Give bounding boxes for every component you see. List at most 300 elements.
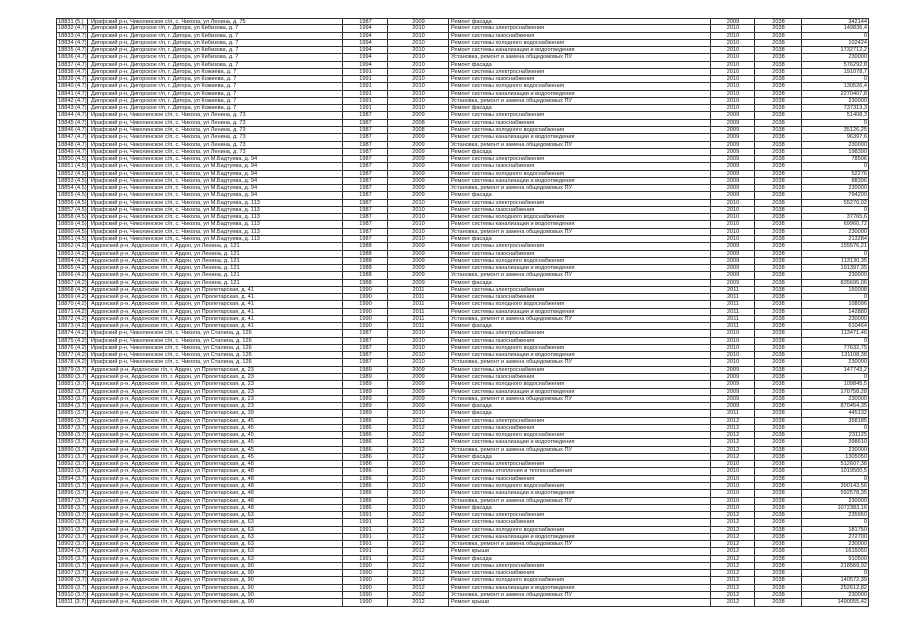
plan-end-year-cell: 2038 xyxy=(754,556,802,562)
work-type-cell: Ремонт системы газоснабжения xyxy=(448,76,710,82)
address-cell: Дигорский р-н, Дигорское г/п, г. Дигора, ул Кибизова, д. 7 xyxy=(91,32,239,39)
table-row xyxy=(56,338,869,345)
plan-start-year-cell: 2009 xyxy=(710,389,755,395)
row-id-cell: 18840 (4.7) xyxy=(58,83,87,90)
row-id-cell: 18875 (4.2) xyxy=(58,337,87,344)
plan-start-year-cell: 2010 xyxy=(710,352,755,358)
cost-amount-cell: 230000 xyxy=(801,142,869,148)
cost-amount-cell: 113130,35 xyxy=(801,258,869,264)
last-repair-year-cell: 2012 xyxy=(387,418,449,424)
plan-end-year-cell: 2038 xyxy=(754,527,802,533)
year-built-cell: 1987 xyxy=(342,171,388,177)
cost-amount-cell: 191397,35 xyxy=(801,265,869,271)
table-row xyxy=(56,476,869,483)
plan-start-year-cell: 2011 xyxy=(710,410,755,416)
row-id-cell: 18837 (4.7) xyxy=(58,61,87,68)
row-id-cell: 18909 (3.7) xyxy=(58,584,87,591)
table-row xyxy=(56,98,869,105)
last-repair-year-cell: 2010 xyxy=(387,505,449,511)
cost-amount-cell: 230000 xyxy=(801,592,869,598)
address-cell: Ардонский р-н, Ардонское г/п, г. Ардон, ул Пролетарская, д. 23 xyxy=(91,395,254,402)
row-id-cell: 18899 (3.7) xyxy=(58,512,87,519)
plan-start-year-cell: 2010 xyxy=(710,91,755,97)
address-cell: Дигорский р-н, Дигорское г/п, г. Дигора, ул Кибизова, д. 7 xyxy=(91,39,239,46)
row-id-cell: 18873 (4.2) xyxy=(58,323,87,330)
table-row xyxy=(56,54,869,61)
plan-end-year-cell: 2038 xyxy=(754,418,802,424)
work-type-cell: Ремонт системы газоснабжения xyxy=(448,251,710,257)
cost-amount-cell: 0 xyxy=(801,207,869,213)
cost-amount-cell: 52276 xyxy=(801,171,869,177)
work-type-cell: Ремонт системы электроснабжения xyxy=(448,461,710,467)
cost-amount-cell: 230000 xyxy=(801,541,869,547)
row-id-cell: 18854 (4.5) xyxy=(58,185,87,192)
last-repair-year-cell: 2012 xyxy=(387,519,449,525)
plan-start-year-cell: 2009 xyxy=(710,403,755,409)
plan-start-year-cell: 2012 xyxy=(710,592,755,598)
plan-end-year-cell: 2038 xyxy=(754,374,802,380)
address-cell: Ардонский р-н, Ардонское г/п, г. Ардон, ул Пролетарская, д. 63 xyxy=(91,533,254,540)
year-built-cell: 1986 xyxy=(342,432,388,438)
row-id-cell: 18871 (4.2) xyxy=(58,308,87,315)
address-cell: Ардонский р-н, Ардонское г/п, г. Ардон, ул Пролетарская, д. 90 xyxy=(91,570,254,577)
plan-start-year-cell: 2012 xyxy=(710,527,755,533)
cost-amount-cell: 835695,06 xyxy=(801,280,869,286)
address-cell: Ардонский р-н, Ардонское г/п, г. Ардон, ул Пролетарская, д. 90 xyxy=(91,591,254,598)
plan-start-year-cell: 2010 xyxy=(710,461,755,467)
plan-start-year-cell: 2010 xyxy=(710,505,755,511)
plan-end-year-cell: 2038 xyxy=(754,25,802,31)
cost-amount-cell: 213284 xyxy=(801,236,869,242)
plan-end-year-cell: 2038 xyxy=(754,439,802,445)
year-built-cell: 1987 xyxy=(342,221,388,227)
year-built-cell: 1994 xyxy=(342,33,388,39)
work-type-cell: Ремонт системы канализации и водоотведения xyxy=(448,585,710,591)
year-built-cell: 1990 xyxy=(342,316,388,322)
table-row xyxy=(56,47,869,54)
row-id-cell: 18902 (3.7) xyxy=(58,533,87,540)
cost-amount-cell: 230000 xyxy=(801,396,869,402)
work-type-cell: Ремонт фасада xyxy=(448,505,710,511)
address-cell: Ардонский р-н, Ардонское г/п, г. Ардон, ул Пролетарская, д. 63 xyxy=(91,548,254,555)
work-type-cell: Ремонт системы канализации и водоотведения xyxy=(448,490,710,496)
table-row xyxy=(56,258,869,265)
work-type-cell: Установка, ремонт и замена общедомовых ПУ xyxy=(448,142,710,148)
last-repair-year-cell: 2012 xyxy=(387,432,449,438)
plan-end-year-cell: 2038 xyxy=(754,345,802,351)
address-cell: Ирафский р-н, Чиколинское с/п, с. Чикола, ул М.Бадтуева, д. 94 xyxy=(91,185,258,192)
cost-amount-cell: 77632,75 xyxy=(801,345,869,351)
plan-start-year-cell: 2012 xyxy=(710,432,755,438)
work-type-cell: Ремонт фасада xyxy=(448,149,710,155)
plan-end-year-cell: 2038 xyxy=(754,512,802,518)
row-id-cell: 18869 (4.2) xyxy=(58,294,87,301)
table-row xyxy=(56,236,869,243)
row-id-cell: 18866 (4.2) xyxy=(58,272,87,279)
cost-amount-cell: 198390 xyxy=(801,149,869,155)
address-cell: Дигорский р-н, Дигорское г/п, г. Дигора, ул Кибизова, д. 7 xyxy=(91,54,239,61)
row-id-cell: 18859 (4.5) xyxy=(58,221,87,228)
address-cell: Ирафский р-н, Чиколинское с/п, с. Чикола, ул Сталина, д. 126 xyxy=(91,330,252,337)
row-id-cell: 18847 (4.7) xyxy=(58,134,87,141)
plan-start-year-cell: 2012 xyxy=(710,570,755,576)
cost-amount-cell: 0 xyxy=(801,33,869,39)
year-built-cell: 1989 xyxy=(342,396,388,402)
row-id-cell: 18861 (4.5) xyxy=(58,235,87,242)
last-repair-year-cell: 2009 xyxy=(387,19,449,24)
address-cell: Ардонский р-н, Ардонское г/п, г. Ардон, ул Ленина, д. 121 xyxy=(91,243,240,250)
year-built-cell: 1991 xyxy=(342,556,388,562)
cost-amount-cell: 51408,3 xyxy=(801,112,869,118)
plan-end-year-cell: 2038 xyxy=(754,548,802,554)
plan-end-year-cell: 2038 xyxy=(754,498,802,504)
last-repair-year-cell: 2012 xyxy=(387,439,449,445)
plan-start-year-cell: 2009 xyxy=(710,134,755,140)
last-repair-year-cell: 2012 xyxy=(387,548,449,554)
year-built-cell: 1987 xyxy=(342,156,388,162)
last-repair-year-cell: 2010 xyxy=(387,236,449,242)
address-cell: Ирафский р-н, Чиколинское с/п, с. Чикола, ул Ленина, д. 73 xyxy=(91,112,246,119)
cost-amount-cell: 113471,46 xyxy=(801,330,869,336)
row-id-cell: 18877 (4.2) xyxy=(58,352,87,359)
table-row xyxy=(56,367,869,374)
work-type-cell: Ремонт системы электроснабжения xyxy=(448,287,710,293)
plan-end-year-cell: 2038 xyxy=(754,33,802,39)
last-repair-year-cell: 2012 xyxy=(387,527,449,533)
last-repair-year-cell: 2010 xyxy=(387,76,449,82)
year-built-cell: 1987 xyxy=(342,112,388,118)
cost-amount-cell: 181750 xyxy=(801,527,869,533)
address-cell: Дигорский р-н, Дигорское г/п, г. Дигора, ул Кожиева, д. 7 xyxy=(91,105,237,112)
work-type-cell: Ремонт системы электроснабжения xyxy=(448,156,710,162)
cost-amount-cell: 88396 xyxy=(801,178,869,184)
work-type-cell: Ремонт системы холодного водоснабжения xyxy=(448,83,710,89)
year-built-cell: 1986 xyxy=(342,454,388,460)
table-row xyxy=(56,178,869,185)
table-row xyxy=(56,389,869,396)
last-repair-year-cell: 2010 xyxy=(387,98,449,104)
year-built-cell: 1994 xyxy=(342,47,388,53)
plan-start-year-cell: 2010 xyxy=(710,105,755,111)
table-row xyxy=(56,410,869,417)
row-id-cell: 18834 (4.7) xyxy=(58,39,87,46)
cost-amount-cell: 218569,92 xyxy=(801,563,869,569)
cost-amount-cell: 342144 xyxy=(801,19,869,24)
cost-amount-cell: 102424 xyxy=(801,40,869,46)
work-type-cell: Ремонт системы холодного водоснабжения xyxy=(448,301,710,307)
plan-end-year-cell: 2038 xyxy=(754,599,802,605)
plan-end-year-cell: 2038 xyxy=(754,134,802,140)
address-cell: Ардонский р-н, Ардонское г/п, г. Ардон, ул Пролетарская, д. 41 xyxy=(91,301,254,308)
address-cell: Ардонский р-н, Ардонское г/п, г. Ардон, ул Пролетарская, д. 23 xyxy=(91,403,254,410)
row-id-cell: 18905 (3.7) xyxy=(58,555,87,562)
row-id-cell: 18857 (4.5) xyxy=(58,206,87,213)
address-cell: Ирафский р-н, Чиколинское с/п, с. Чикола, ул М.Бадтуева, д. 113 xyxy=(91,199,260,206)
table-row xyxy=(56,592,869,599)
year-built-cell: 1986 xyxy=(342,447,388,453)
year-built-cell: 1991 xyxy=(342,91,388,97)
cost-amount-cell: 230000 xyxy=(801,98,869,104)
plan-start-year-cell: 2010 xyxy=(710,468,755,474)
table-row xyxy=(56,374,869,381)
plan-start-year-cell: 2010 xyxy=(710,476,755,482)
row-id-cell: 18901 (3.7) xyxy=(58,526,87,533)
year-built-cell: 1986 xyxy=(342,468,388,474)
address-cell: Ардонский р-н, Ардонское г/п, г. Ардон, ул Пролетарская, д. 45 xyxy=(91,424,254,431)
row-id-cell: 18879 (3.7) xyxy=(58,366,87,373)
plan-start-year-cell: 2009 xyxy=(710,251,755,257)
last-repair-year-cell: 2010 xyxy=(387,54,449,60)
year-built-cell: 1987 xyxy=(342,142,388,148)
cost-amount-cell: 149836,4 xyxy=(801,25,869,31)
table-row xyxy=(56,345,869,352)
table-row xyxy=(56,447,869,454)
year-built-cell: 1987 xyxy=(342,120,388,126)
row-id-cell: 18832 (4.7) xyxy=(58,25,87,32)
plan-start-year-cell: 2009 xyxy=(710,127,755,133)
cost-amount-cell: 235950 xyxy=(801,512,869,518)
work-type-cell: Ремонт системы газоснабжения xyxy=(448,207,710,213)
last-repair-year-cell: 2009 xyxy=(387,367,449,373)
work-type-cell: Ремонт системы холодного водоснабжения xyxy=(448,258,710,264)
plan-end-year-cell: 2038 xyxy=(754,447,802,453)
work-type-cell: Ремонт системы электроснабжения xyxy=(448,367,710,373)
plan-start-year-cell: 2009 xyxy=(710,112,755,118)
work-type-cell: Установка, ремонт и замена общедомовых ПУ xyxy=(448,98,710,104)
work-type-cell: Ремонт системы газоснабжения xyxy=(448,570,710,576)
plan-end-year-cell: 2038 xyxy=(754,280,802,286)
cost-amount-cell: 147743,2 xyxy=(801,367,869,373)
table-row xyxy=(56,432,869,439)
year-built-cell: 1990 xyxy=(342,294,388,300)
plan-end-year-cell: 2038 xyxy=(754,149,802,155)
work-type-cell: Ремонт системы электроснабжения xyxy=(448,69,710,75)
plan-start-year-cell: 2010 xyxy=(710,214,755,220)
plan-start-year-cell: 2010 xyxy=(710,98,755,104)
address-cell: Ардонский р-н, Ардонское г/п, г. Ардон, ул Ленина, д. 121 xyxy=(91,279,240,286)
plan-start-year-cell: 2012 xyxy=(710,447,755,453)
plan-end-year-cell: 2038 xyxy=(754,468,802,474)
plan-start-year-cell: 2011 xyxy=(710,309,755,315)
row-id-cell: 18891 (3.7) xyxy=(58,453,87,460)
plan-end-year-cell: 2038 xyxy=(754,403,802,409)
last-repair-year-cell: 2012 xyxy=(387,599,449,605)
plan-start-year-cell: 2010 xyxy=(710,345,755,351)
cost-amount-cell: 0 xyxy=(801,163,869,169)
table-row xyxy=(56,396,869,403)
plan-start-year-cell: 2010 xyxy=(710,236,755,242)
last-repair-year-cell: 2010 xyxy=(387,483,449,489)
plan-start-year-cell: 2012 xyxy=(710,519,755,525)
year-built-cell: 1994 xyxy=(342,54,388,60)
year-built-cell: 1987 xyxy=(342,207,388,213)
work-type-cell: Ремонт системы канализации и водоотведения xyxy=(448,389,710,395)
plan-start-year-cell: 2012 xyxy=(710,454,755,460)
address-cell: Ардонский р-н, Ардонское г/п, г. Ардон, ул Пролетарская, д. 63 xyxy=(91,541,254,548)
cost-amount-cell: 0 xyxy=(801,570,869,576)
year-built-cell: 1991 xyxy=(342,519,388,525)
address-cell: Ардонский р-н, Ардонское г/п, г. Ардон, ул Пролетарская, д. 63 xyxy=(91,519,254,526)
cost-amount-cell: 131108,38 xyxy=(801,352,869,358)
year-built-cell: 1989 xyxy=(342,367,388,373)
address-cell: Ирафский р-н, Чиколинское с/п, с. Чикола, ул Сталина, д. 126 xyxy=(91,359,252,366)
address-cell: Ирафский р-н, Чиколинское с/п, с. Чикола, ул М.Бадтуева, д. 113 xyxy=(91,214,260,221)
row-id-cell: 18862 (4.2) xyxy=(58,243,87,250)
address-cell: Ардонский р-н, Ардонское г/п, г. Ардон, ул Пролетарская, д. 45 xyxy=(91,439,254,446)
table-row xyxy=(56,185,869,192)
table-row xyxy=(56,287,869,294)
plan-end-year-cell: 2038 xyxy=(754,265,802,271)
cost-amount-cell: 398610 xyxy=(801,439,869,445)
address-cell: Ардонский р-н, Ардонское г/п, г. Ардон, ул Пролетарская, д. 48 xyxy=(91,504,254,511)
last-repair-year-cell: 2010 xyxy=(387,221,449,227)
plan-start-year-cell: 2010 xyxy=(710,62,755,68)
last-repair-year-cell: 2009 xyxy=(387,396,449,402)
cost-amount-cell: 794200 xyxy=(801,192,869,198)
work-type-cell: Установка, ремонт и замена общедомовых ПУ xyxy=(448,498,710,504)
work-type-cell: Ремонт фасада xyxy=(448,192,710,198)
cost-amount-cell: 191078,7 xyxy=(801,69,869,75)
plan-end-year-cell: 2038 xyxy=(754,251,802,257)
year-built-cell: 1991 xyxy=(342,512,388,518)
last-repair-year-cell: 2009 xyxy=(387,156,449,162)
plan-end-year-cell: 2038 xyxy=(754,243,802,249)
plan-start-year-cell: 2010 xyxy=(710,54,755,60)
plan-end-year-cell: 2038 xyxy=(754,120,802,126)
table-row xyxy=(56,483,869,490)
table-row xyxy=(56,83,869,90)
plan-end-year-cell: 2038 xyxy=(754,221,802,227)
work-type-cell: Установка, ремонт и замена общедомовых ПУ xyxy=(448,396,710,402)
address-cell: Ирафский р-н, Чиколинское с/п, с. Чикола, ул М.Бадтуева, д. 94 xyxy=(91,156,258,163)
year-built-cell: 1989 xyxy=(342,381,388,387)
cost-amount-cell: 231125 xyxy=(801,432,869,438)
plan-start-year-cell: 2009 xyxy=(710,265,755,271)
cost-amount-cell: 0 xyxy=(801,76,869,82)
row-id-cell: 18867 (4.2) xyxy=(58,279,87,286)
plan-end-year-cell: 2038 xyxy=(754,483,802,489)
last-repair-year-cell: 2009 xyxy=(387,272,449,278)
last-repair-year-cell: 2010 xyxy=(387,229,449,235)
table-row xyxy=(56,490,869,497)
last-repair-year-cell: 2012 xyxy=(387,454,449,460)
last-repair-year-cell: 2010 xyxy=(387,476,449,482)
cost-amount-cell: 512607,38 xyxy=(801,461,869,467)
plan-start-year-cell: 2009 xyxy=(710,163,755,169)
plan-start-year-cell: 2010 xyxy=(710,33,755,39)
year-built-cell: 1990 xyxy=(342,570,388,576)
row-id-cell: 18852 (4.5) xyxy=(58,170,87,177)
table-row xyxy=(56,294,869,301)
table-row xyxy=(56,599,869,606)
cost-amount-cell: 0 xyxy=(801,425,869,431)
plan-end-year-cell: 2038 xyxy=(754,207,802,213)
row-id-cell: 18853 (4.5) xyxy=(58,177,87,184)
plan-end-year-cell: 2038 xyxy=(754,178,802,184)
address-cell: Ардонский р-н, Ардонское г/п, г. Ардон, ул Пролетарская, д. 63 xyxy=(91,555,254,562)
row-id-cell: 18907 (3.7) xyxy=(58,570,87,577)
plan-start-year-cell: 2010 xyxy=(710,83,755,89)
work-type-cell: Ремонт системы холодного водоснабжения xyxy=(448,483,710,489)
row-id-cell: 18845 (4.7) xyxy=(58,119,87,126)
cost-amount-cell: 230000 xyxy=(801,229,869,235)
table-row xyxy=(56,105,869,112)
address-cell: Ардонский р-н, Ардонское г/п, г. Ардон, ул Ленина, д. 121 xyxy=(91,250,240,257)
table-row xyxy=(56,272,869,279)
work-type-cell: Ремонт системы холодного водоснабжения xyxy=(448,527,710,533)
year-built-cell: 1990 xyxy=(342,563,388,569)
table-row xyxy=(56,229,869,236)
plan-start-year-cell: 2010 xyxy=(710,330,755,336)
address-cell: Ирафский р-н, Чиколинское с/п, с. Чикола, ул Сталина, д. 126 xyxy=(91,344,252,351)
table-row xyxy=(56,461,869,468)
year-built-cell: 1988 xyxy=(342,258,388,264)
cost-amount-cell: 69960,72 xyxy=(801,221,869,227)
plan-end-year-cell: 2038 xyxy=(754,127,802,133)
work-type-cell: Ремонт фасада xyxy=(448,556,710,562)
cost-amount-cell: 230000 xyxy=(801,498,869,504)
cost-amount-cell: 230000 xyxy=(801,359,869,365)
year-built-cell: 1991 xyxy=(342,548,388,554)
work-type-cell: Установка, ремонт и замена общедомовых ПУ xyxy=(448,592,710,598)
address-cell: Ардонский р-н, Ардонское г/п, г. Ардон, ул Пролетарская, д. 41 xyxy=(91,308,254,315)
year-built-cell: 1991 xyxy=(342,527,388,533)
row-id-cell: 18910 (3.7) xyxy=(58,591,87,598)
plan-end-year-cell: 2038 xyxy=(754,192,802,198)
row-id-cell: 18833 (4.7) xyxy=(58,32,87,39)
plan-start-year-cell: 2010 xyxy=(710,40,755,46)
address-cell: Ардонский р-н, Ардонское г/п, г. Ардон, ул Пролетарская, д. 41 xyxy=(91,323,254,330)
table-row xyxy=(56,381,869,388)
table-row xyxy=(56,120,869,127)
plan-start-year-cell: 2010 xyxy=(710,69,755,75)
year-built-cell: 1987 xyxy=(342,178,388,184)
work-type-cell: Ремонт системы газоснабжения xyxy=(448,374,710,380)
plan-start-year-cell: 2009 xyxy=(710,258,755,264)
table-row xyxy=(56,69,869,76)
table-row xyxy=(56,221,869,228)
last-repair-year-cell: 2009 xyxy=(387,403,449,409)
plan-start-year-cell: 2012 xyxy=(710,541,755,547)
cost-amount-cell: 390143,56 xyxy=(801,483,869,489)
plan-end-year-cell: 2038 xyxy=(754,454,802,460)
table-row xyxy=(56,112,869,119)
table-row xyxy=(56,265,869,272)
address-cell: Ардонский р-н, Ардонское г/п, г. Ардон, ул Пролетарская, д. 45 xyxy=(91,432,254,439)
plan-end-year-cell: 2038 xyxy=(754,200,802,206)
year-built-cell: 1987 xyxy=(342,127,388,133)
address-cell: Ардонский р-н, Ардонское г/п, г. Ардон, ул Пролетарская, д. 41 xyxy=(91,294,254,301)
address-cell: Ардонский р-н, Ардонское г/п, г. Ардон, ул Пролетарская, д. 23 xyxy=(91,388,254,395)
last-repair-year-cell: 2010 xyxy=(387,410,449,416)
work-type-cell: Ремонт системы газоснабжения xyxy=(448,120,710,126)
address-cell: Ардонский р-н, Ардонское г/п, г. Ардон, ул Пролетарская, д. 45 xyxy=(91,453,254,460)
last-repair-year-cell: 2010 xyxy=(387,91,449,97)
plan-start-year-cell: 2009 xyxy=(710,396,755,402)
year-built-cell: 1990 xyxy=(342,585,388,591)
plan-end-year-cell: 2038 xyxy=(754,54,802,60)
year-built-cell: 1987 xyxy=(342,19,388,24)
row-id-cell: 18906 (3.7) xyxy=(58,562,87,569)
year-built-cell: 1990 xyxy=(342,287,388,293)
plan-start-year-cell: 2010 xyxy=(710,221,755,227)
plan-start-year-cell: 2009 xyxy=(710,381,755,387)
cost-amount-cell: 140572,39 xyxy=(801,577,869,583)
table-row xyxy=(56,498,869,505)
work-type-cell: Ремонт крыши xyxy=(448,548,710,554)
last-repair-year-cell: 2010 xyxy=(387,33,449,39)
row-id-cell: 18894 (3.7) xyxy=(58,475,87,482)
